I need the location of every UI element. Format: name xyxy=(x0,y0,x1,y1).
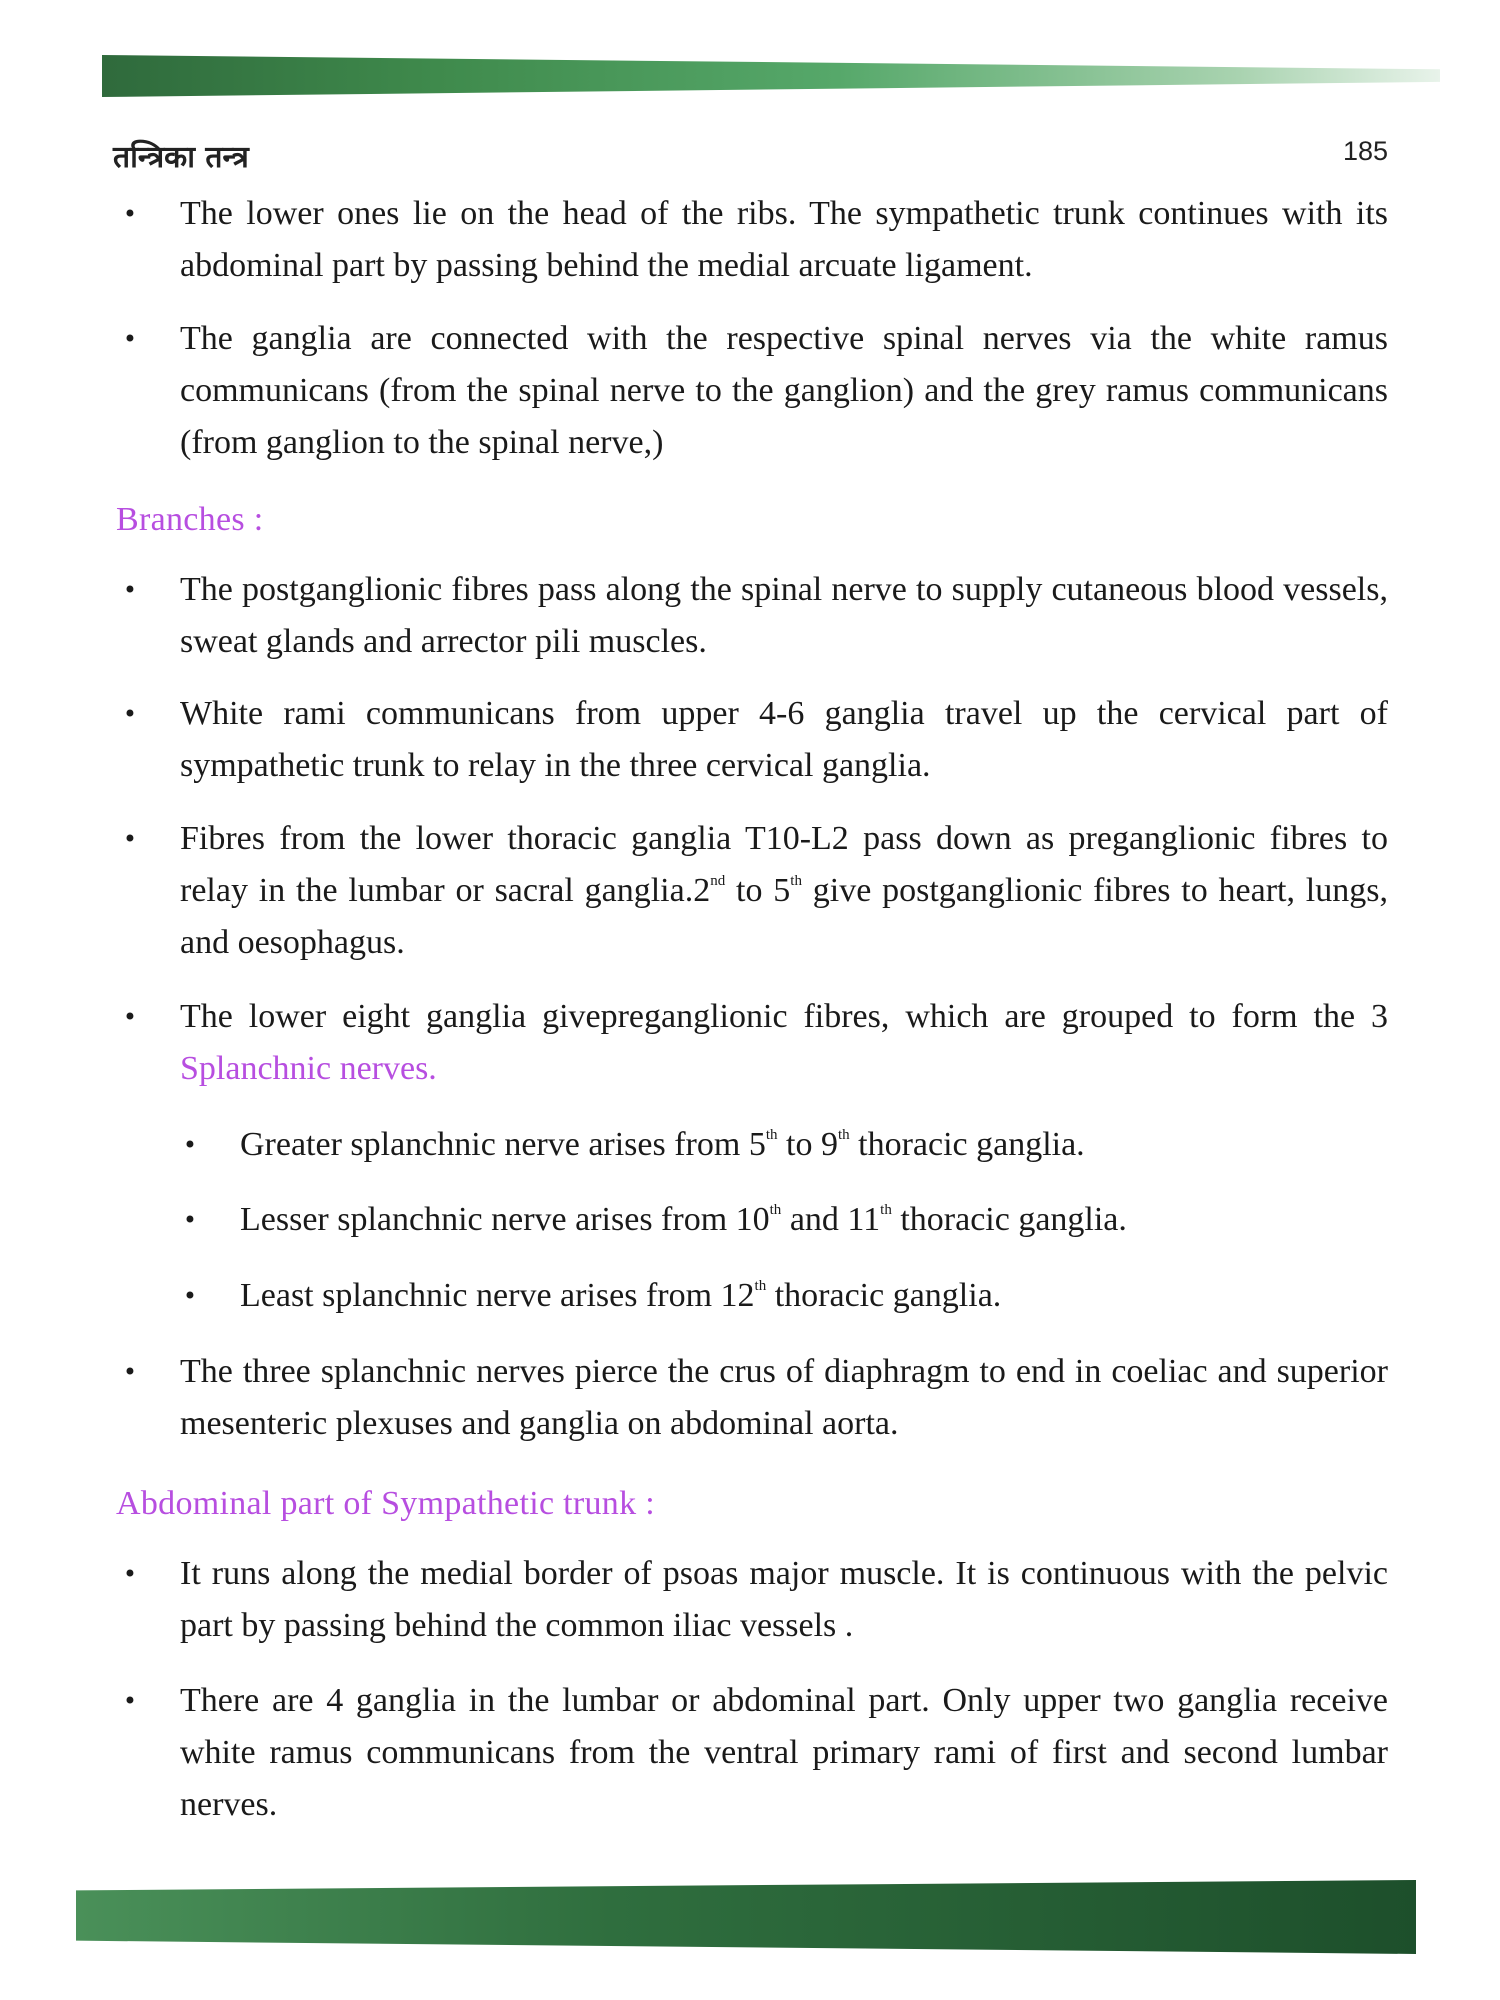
list-item-text: Least splanchnic nerve arises from 12th thoracic ganglia. xyxy=(240,1277,1002,1314)
list-item xyxy=(120,1548,1388,1652)
splanchnic-nerves-highlight: Splanchnic nerves. xyxy=(180,1050,437,1087)
list-item xyxy=(120,991,1388,1095)
list-item xyxy=(120,688,1388,792)
list-item xyxy=(120,813,1388,969)
chapter-title: तन्त्रिका तन्त्र xyxy=(113,140,249,175)
bullet: • xyxy=(122,700,138,728)
bullet: • xyxy=(182,1206,198,1234)
bullet: • xyxy=(122,1358,138,1386)
list-item xyxy=(120,1346,1388,1450)
bullet: • xyxy=(122,325,138,353)
list-item-text: The lower ones lie on the head of the ribs. The sympathetic trunk continues with its abdominal part by passing behind the medial arcuate ligament. xyxy=(180,195,1388,284)
list-item-text: The ganglia are connected with the respective spinal nerves via the white ramus communicans (from the spinal nerve to the ganglion) and the grey ramus communicans (from ganglion to the spinal nerve,) xyxy=(180,320,1388,461)
top-decorative-band xyxy=(102,55,1440,97)
list-item-text: Fibres from the lower thoracic ganglia T10-L2 pass down as preganglionic fibres to relay in the lumbar or sacral ganglia.2nd to 5th give postganglionic fibres to heart, lungs, and oesophagus. xyxy=(180,820,1388,961)
bullet: • xyxy=(122,825,138,853)
page-number: 185 xyxy=(1342,136,1388,166)
list-item-text: It runs along the medial border of psoas major muscle. It is continuous with the pelvic part by passing behind the common iliac vessels . xyxy=(180,1555,1388,1644)
list-item-text: The postganglionic fibres pass along the spinal nerve to supply cutaneous blood vessels, sweat glands and arrector pili muscles. xyxy=(180,571,1388,660)
list-item-text: The lower eight ganglia givepreganglionic fibres, which are grouped to form the 3 Splanchnic nerves. xyxy=(180,998,1388,1087)
list-item-text: The three splanchnic nerves pierce the crus of diaphragm to end in coeliac and superior mesenteric plexuses and ganglia on abdominal aorta. xyxy=(180,1353,1388,1442)
list-item-text: There are 4 ganglia in the lumbar or abdominal part. Only upper two ganglia receive white ramus communicans from the ventral primary rami of first and second lumbar nerves. xyxy=(180,1682,1388,1823)
bullet: • xyxy=(122,200,138,228)
list-item xyxy=(120,313,1388,469)
list-item-text: Lesser splanchnic nerve arises from 10th and 11th thoracic ganglia. xyxy=(240,1201,1127,1238)
list-item xyxy=(120,1675,1388,1831)
list-item-text: Greater splanchnic nerve arises from 5th to 9th thoracic ganglia. xyxy=(240,1126,1085,1163)
sub-list-item xyxy=(180,1119,1388,1171)
list-item-text: White rami communicans from upper 4-6 ganglia travel up the cervical part of sympathetic trunk to relay in the three cervical ganglia. xyxy=(180,695,1388,784)
sub-list-item xyxy=(180,1270,1388,1322)
bullet: • xyxy=(122,1003,138,1031)
bullet: • xyxy=(122,1560,138,1588)
section-heading-branches: Branches : xyxy=(116,501,264,538)
sub-list-item xyxy=(180,1194,1388,1246)
bullet: • xyxy=(182,1131,198,1159)
list-item xyxy=(120,188,1388,292)
bullet: • xyxy=(182,1282,198,1310)
list-item xyxy=(120,564,1388,668)
bullet: • xyxy=(122,576,138,604)
bottom-decorative-band xyxy=(76,1880,1416,1954)
bullet: • xyxy=(122,1687,138,1715)
section-heading-abdominal: Abdominal part of Sympathetic trunk : xyxy=(116,1485,655,1522)
